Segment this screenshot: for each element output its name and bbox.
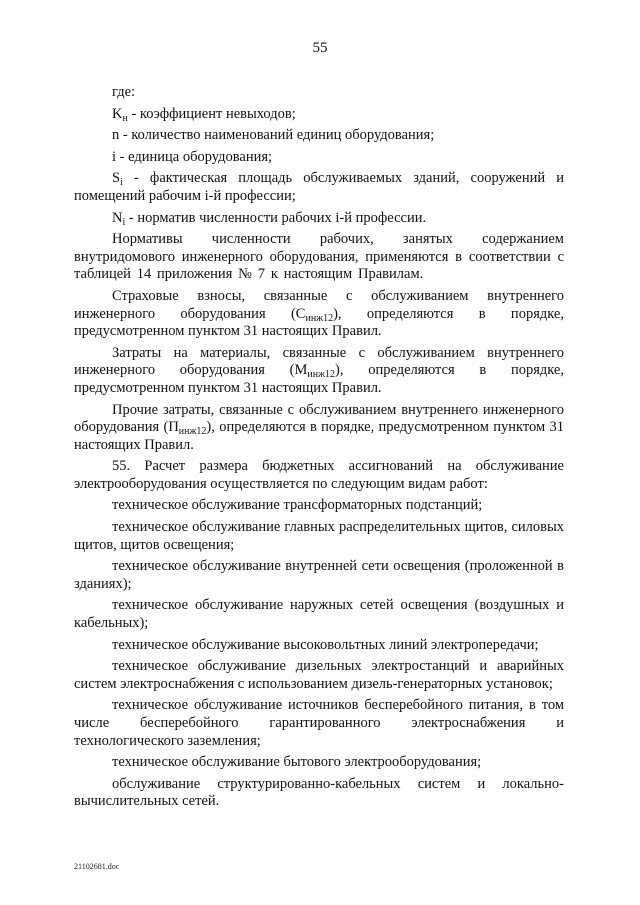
paragraph-materials <box>74 345 564 398</box>
work-item-cabling: обслуживание структурированно-кабельных систем и локально-вычислительных сетей. <box>74 775 564 810</box>
definition-kn <box>74 106 564 124</box>
insurance-text-end: ), определяются в порядке, предусмотренном пунктом 31 настоящих Правил. <box>74 305 564 340</box>
work-item-transformer: техническое обслуживание трансформаторных подстанций; <box>112 497 483 514</box>
footer-filename: 21102681.doc <box>74 862 120 871</box>
symbol-k: K <box>112 105 123 122</box>
paragraph-55: 55. Расчет размера бюджетных ассигнований на обслуживание электрооборудования осуществляется по следующим видам работ: <box>74 458 564 492</box>
work-item-ups: техническое обслуживание источников бесперебойного питания, в том числе бесперебойного гарантированного электроснабжения и технологического заземления; <box>74 697 564 749</box>
definition-s <box>74 170 564 205</box>
definition-i: i - единица оборудования; <box>112 148 273 165</box>
materials-text-end: ), определяются в порядке, предусмотренном пунктом 31 настоящих Правил. <box>74 362 564 396</box>
document-body <box>74 84 564 815</box>
work-item-household: техническое обслуживание бытового электрооборудования; <box>112 754 482 771</box>
work-item-diesel: техническое обслуживание дизельных электростанций и аварийных систем электроснабжения с использованием дизель-генераторных установок; <box>74 658 564 692</box>
subscript-inzh12: инж12 <box>178 426 207 438</box>
materials-text: Затраты на материалы, связанные с обслуживанием внутреннего инженерного оборудования (М <box>74 344 564 379</box>
other-costs-text: Прочие затраты, связанные с обслуживанием внутреннего инженерного оборудования (П <box>74 401 564 436</box>
page-number: 55 <box>312 40 328 56</box>
subscript-i: i <box>122 216 126 228</box>
subscript-i: i <box>120 177 123 189</box>
paragraph-other-costs <box>74 402 564 455</box>
where-label: где: <box>112 84 136 100</box>
work-item-switchboards: техническое обслуживание главных распределительных щитов, силовых щитов, щитов освещения; <box>74 519 564 553</box>
subscript-inzh12: инж12 <box>307 369 336 381</box>
definition-ni-text: - норматив численности рабочих i-й профессии. <box>125 209 427 226</box>
definition-kn-text: - коэффициент невыходов; <box>127 105 296 122</box>
symbol-s: S <box>112 170 121 187</box>
other-costs-text-end: ), определяются в порядке, предусмотренном пунктом 31 настоящих Правил. <box>74 419 564 453</box>
subscript-n: н <box>122 112 128 124</box>
work-item-external-lighting: техническое обслуживание наружных сетей освещения (воздушных и кабельных); <box>74 597 564 632</box>
insurance-text: Страховые взносы, связанные с обслуживанием внутреннего инженерного оборудования (С <box>74 287 564 322</box>
definition-n: n - количество наименований единиц оборудования; <box>112 127 435 144</box>
subscript-inzh12: инж12 <box>305 312 334 324</box>
paragraph-norms: Нормативы численности рабочих, занятых содержанием внутридомового инженерного оборудования, применяются в соответствии с таблицей 14 приложения № 7 к настоящим Правилам. <box>74 231 564 283</box>
definition-ni <box>74 210 564 228</box>
symbol-n: N <box>112 209 123 226</box>
definition-s-text: - фактическая площадь обслуживаемых зданий, сооружений и помещений рабочим i-й профессии; <box>74 170 564 204</box>
paragraph-insurance <box>74 288 564 341</box>
work-item-internal-lighting: техническое обслуживание внутренней сети освещения (проложенной в зданиях); <box>74 558 564 592</box>
work-item-high-voltage: техническое обслуживание высоковольтных линий электропередачи; <box>112 636 539 653</box>
